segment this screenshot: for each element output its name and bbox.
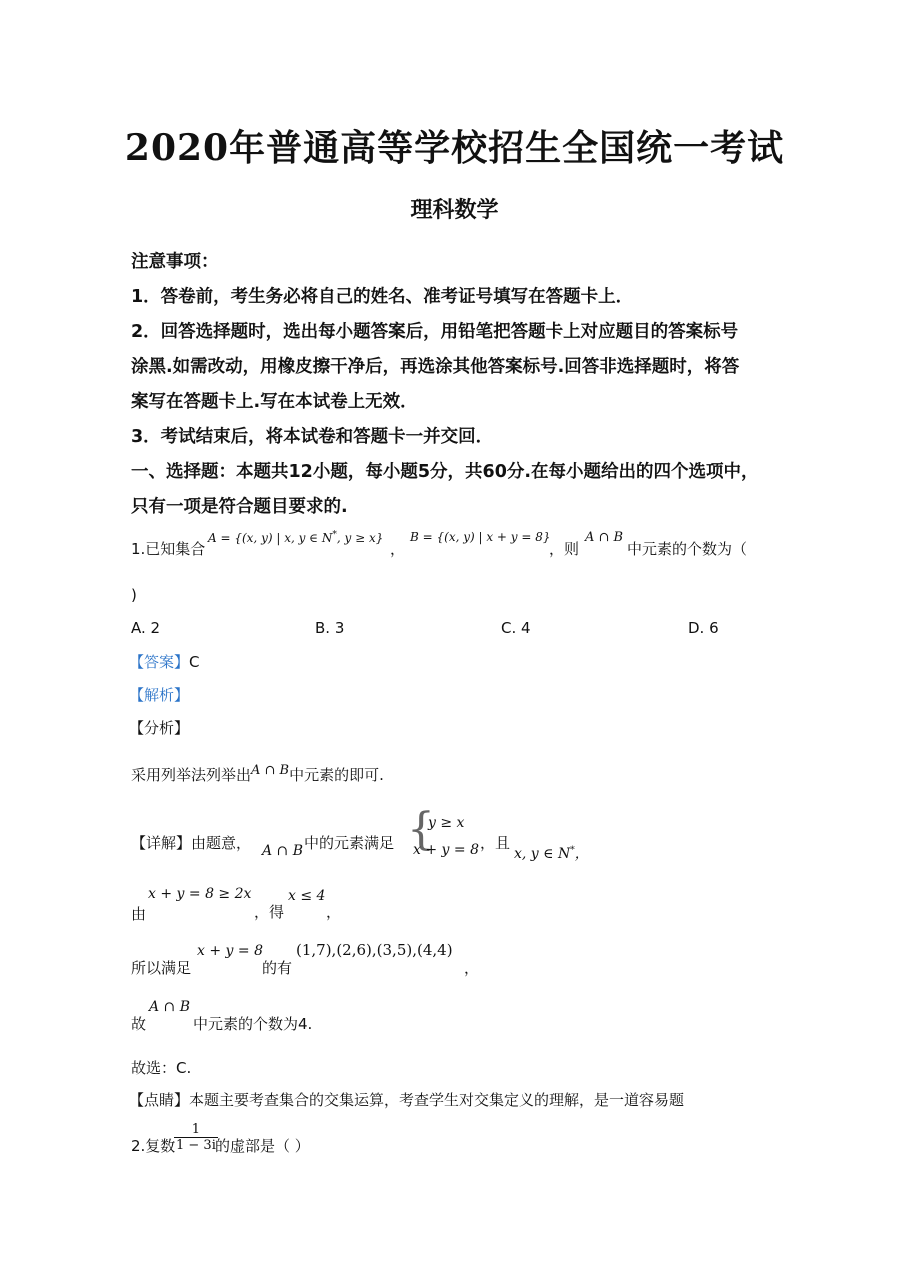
q1-dianjing: 【点睛】本题主要考查集合的交集运算，考查学生对交集定义的理解，是一道容易题 <box>129 1091 685 1109</box>
notice-item-2-line3: 案写在答题卡上.写在本试卷上无效． <box>131 392 418 412</box>
q1-step3-b: 中元素的个数为4. <box>193 1015 313 1033</box>
q1-analysis-tag: 【解析】 <box>129 686 190 704</box>
q1-step2-math: x + y = 8 <box>197 943 263 959</box>
q1-step1-a: 由 <box>131 905 147 923</box>
notice-heading: 注意事项： <box>131 252 219 272</box>
q2-prefix: 2.复数 <box>131 1137 176 1155</box>
q1-intersect: A ∩ B <box>585 530 624 545</box>
q1-option-c: C. 4 <box>501 619 531 637</box>
q1-option-d: D. 6 <box>688 619 719 637</box>
notice-item-2-line1: 2．回答选择题时，选出每小题答案后，用铅笔把答题卡上对应题目的答案标号 <box>131 322 739 342</box>
q1-option-b: B. 3 <box>315 619 345 637</box>
q1-detail-intersect: A ∩ B <box>262 843 304 859</box>
q2-suffix: 的虚部是（ ） <box>215 1137 310 1155</box>
q1-step1-c: ， <box>326 903 342 921</box>
q2-denominator: 1 − 3i <box>176 1138 216 1153</box>
q1-step1-b: ，得 <box>254 903 285 921</box>
q1-set-b: B = {(x, y) | x + y = 8} <box>410 530 551 544</box>
q1-step2-b: 的有 <box>262 959 293 977</box>
q1-step3-math: A ∩ B <box>149 999 191 1015</box>
q1-close-paren: ) <box>131 586 137 604</box>
q1-ask: 中元素的个数为（ <box>627 540 748 558</box>
q1-detail-and: ，且 <box>480 834 511 852</box>
section-heading-line2: 只有一项是符合题目要求的. <box>131 497 348 517</box>
q1-step2-c: ， <box>464 959 480 977</box>
notice-item-3: 3．考试结束后，将本试卷和答题卡一并交回． <box>131 427 494 447</box>
q2-fraction <box>174 1122 218 1153</box>
q1-set-a: A = {(x, y) | x, y ∈ N*, y ≥ x} <box>208 530 384 545</box>
q1-step1-math2: x ≤ 4 <box>288 888 326 904</box>
page-subtitle: 理科数学 <box>410 198 499 223</box>
q1-detail-condition-label: 中的元素满足 <box>304 834 395 852</box>
q1-step2-a: 所以满足 <box>131 959 192 977</box>
q1-comma: ， <box>390 540 406 558</box>
notice-item-2-line2: 涂黑.如需改动，用橡皮擦干净后，再选涂其他答案标号.回答非选择题时，将答 <box>131 357 740 377</box>
q1-system-brace: { <box>407 804 435 855</box>
q1-detail-domain: x, y ∈ N*， <box>514 845 589 862</box>
q2-numerator: 1 <box>174 1122 218 1138</box>
q1-fenxi-text: 采用列举法列举出A ∩ B中元素的即可. <box>131 763 384 784</box>
q1-option-a: A. 2 <box>131 619 161 637</box>
page-title: 2020年普通高等学校招生全国统一考试 <box>124 127 785 169</box>
section-heading-line1: 一、选择题：本题共12小题，每小题5分，共60分.在每小题给出的四个选项中， <box>131 462 759 482</box>
q1-step1-math: x + y = 8 ≥ 2x <box>148 886 252 902</box>
q1-fenxi-tag: 【分析】 <box>129 719 190 737</box>
q1-system-line2: x + y = 8 <box>413 842 479 858</box>
notice-item-1: 1．答卷前，考生务必将自己的姓名、准考证号填写在答题卡上． <box>131 287 634 307</box>
q1-system-line1: y ≥ x <box>428 815 465 831</box>
q1-detail-intro: 【详解】由题意， <box>131 834 252 852</box>
q1-choose: 故选：C. <box>131 1059 192 1077</box>
q1-answer: 【答案】C <box>129 653 200 671</box>
q1-then: ，则 <box>549 540 580 558</box>
q1-prefix: 1.已知集合 <box>131 540 206 558</box>
q1-step2-pairs: (1,7),(2,6),(3,5),(4,4) <box>296 941 453 959</box>
q1-step3-a: 故 <box>131 1015 147 1033</box>
